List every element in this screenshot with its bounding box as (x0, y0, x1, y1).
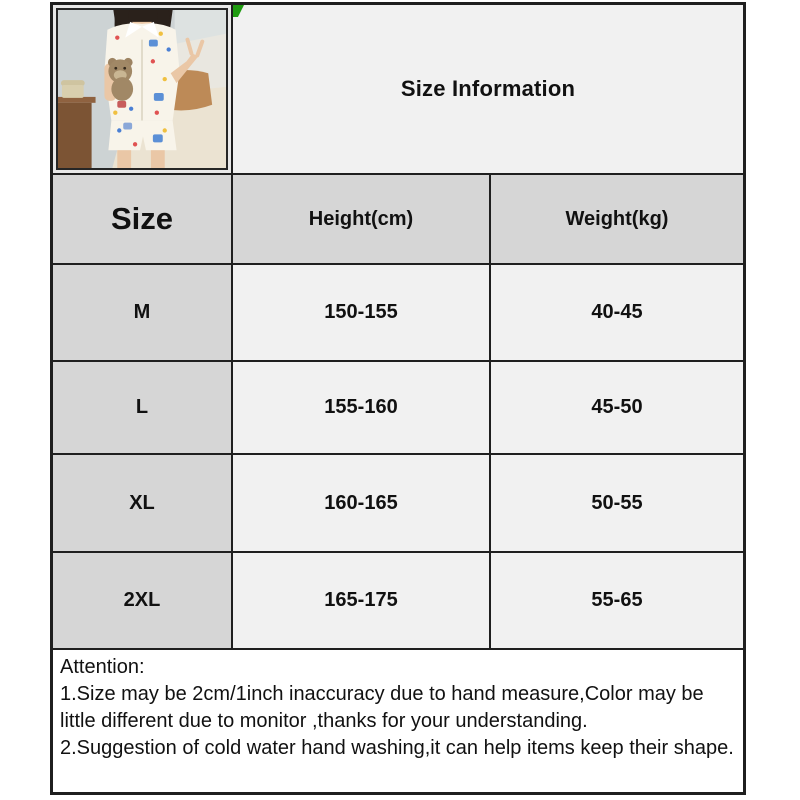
column-header-weight: Weight(kg) (491, 175, 743, 265)
size-label: L (53, 362, 233, 455)
size-label: XL (53, 455, 233, 553)
page-title: Size Information (400, 76, 576, 101)
size-label: M (53, 265, 233, 362)
height-value: 150-155 (233, 265, 491, 362)
product-photo-cell (53, 5, 233, 175)
table-header-row (53, 175, 743, 265)
weight-value: 40-45 (491, 265, 743, 362)
pajama-photo-illustration (58, 10, 226, 168)
weight-value: 55-65 (491, 553, 743, 650)
height-value: 165-175 (233, 553, 491, 650)
table-row-xl (53, 455, 743, 553)
top-row (53, 5, 743, 175)
column-header-height: Height(cm) (233, 175, 491, 265)
attention-note (53, 650, 743, 792)
attention-item-2: 2.Suggestion of cold water hand washing,it can help items keep their shape. (60, 737, 734, 759)
weight-value: 45-50 (491, 362, 743, 455)
height-value: 160-165 (233, 455, 491, 553)
table-row-m (53, 265, 743, 362)
cell-corner-marker-icon (233, 5, 244, 17)
size-chart-sheet (50, 2, 746, 795)
column-header-size: Size (53, 175, 233, 265)
table-row-l (53, 362, 743, 455)
size-label: 2XL (53, 553, 233, 650)
weight-value: 50-55 (491, 455, 743, 553)
size-information-title-cell (233, 5, 743, 175)
product-photo (56, 8, 228, 170)
attention-heading: Attention: (60, 656, 145, 678)
table-row-2xl (53, 553, 743, 650)
height-value: 155-160 (233, 362, 491, 455)
attention-item-1: 1.Size may be 2cm/1inch inaccuracy due to hand measure,Color may be little different due to monitor ,thanks for your understanding. (60, 683, 704, 732)
